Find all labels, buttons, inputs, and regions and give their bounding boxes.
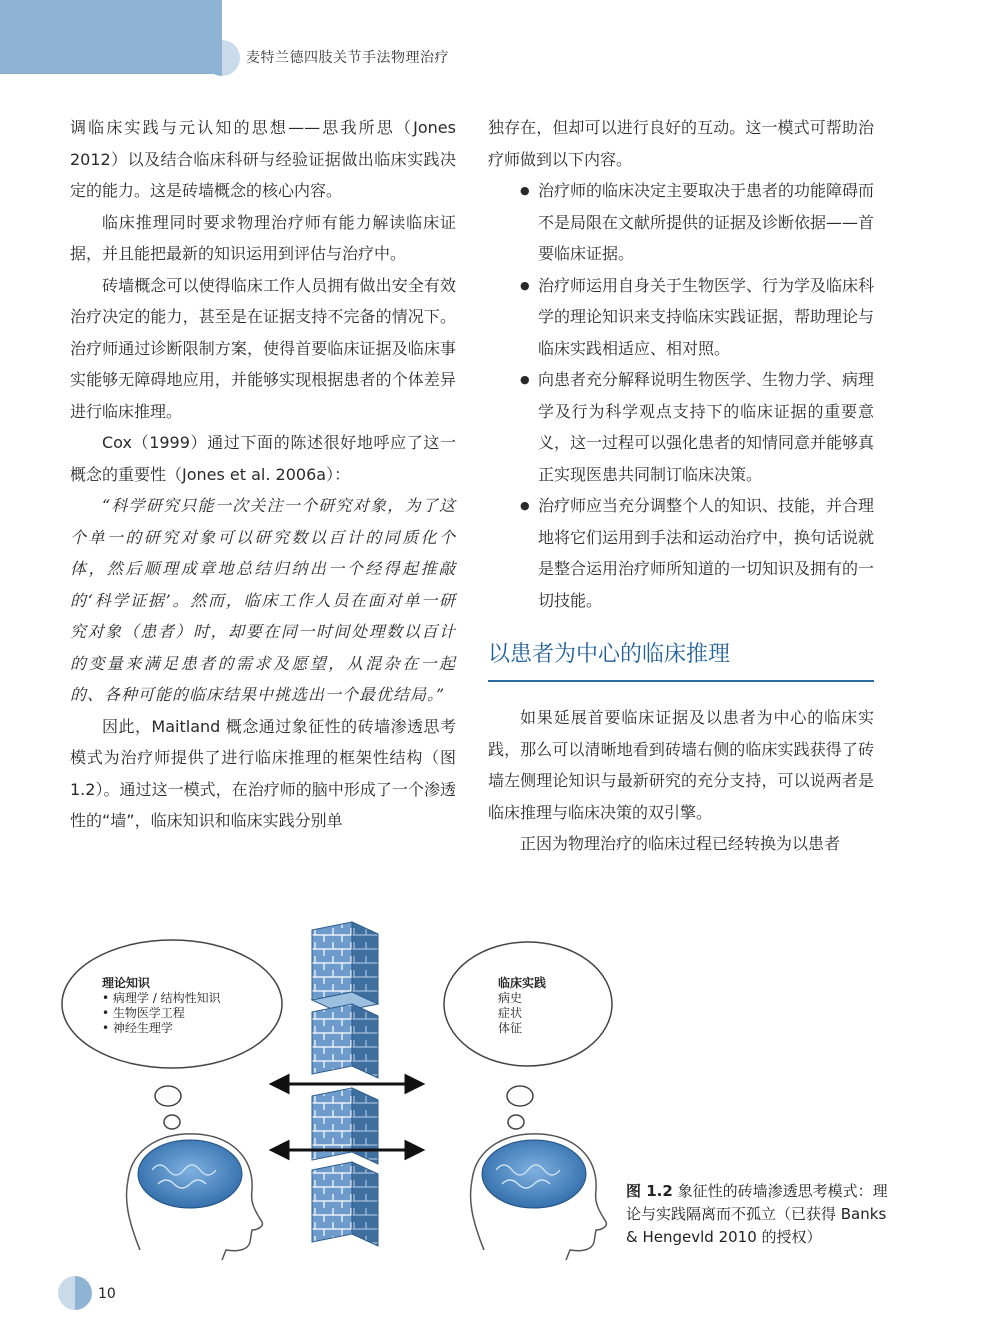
right-head-with-brain — [471, 1134, 607, 1260]
clinical-practice-text — [498, 976, 546, 1036]
right-paragraph-1: 独存在，但却可以进行良好的互动。这一模式可帮助治疗师做到以下内容。 — [488, 118, 874, 169]
right-paragraph-3: 正因为物理治疗的临床过程已经转换为以患者 — [520, 834, 841, 853]
left-paragraph-3: 砖墙概念可以使得临床工作人员拥有做出安全有效治疗决定的能力，甚至是在证据支持不完备的情况下。治疗师通过诊断限制方案，使得首要临床证据及临床事实能够无障碍地应用，并能够实现根据患者的个体差异进行临床推理。 — [70, 275, 456, 421]
left-paragraph-2: 临床推理同时要求物理治疗师有能力解读临床证据，并且能把最新的知识运用到评估与治疗中。 — [70, 212, 456, 263]
left-paragraph-1: 调临床实践与元认知的思想——思我所思（Jones 2012）以及结合临床科研与经验证据做出临床实践决定的能力。这是砖墙概念的核心内容。 — [70, 118, 456, 200]
practice-item: 症状 — [498, 1006, 523, 1020]
running-header-title: 麦特兰德四肢关节手法物理治疗 — [246, 50, 449, 66]
brick-segment — [352, 1088, 378, 1164]
bullet-item: ● 向患者充分解释说明生物医学、生物力学、病理学及行为科学观点支持下的临床证据的重要意义，这一过程可以强化患者的知情同意并能够真正实现医患共同制订临床决策。 — [488, 364, 874, 490]
section-rule — [488, 680, 874, 682]
theory-knowledge-heading: 理论知识 — [102, 976, 151, 990]
figure-caption-text: 象征性的砖墙渗透思考模式：理论与实践隔离而不孤立（已获得 Banks & Hengevld 2010 的授权） — [626, 1182, 888, 1246]
left-paragraph-5: 因此，Maitland 概念通过象征性的砖墙渗透思考模式为治疗师提供了进行临床推理的框架性结构（图 1.2）。通过这一模式，在治疗师的脑中形成了一个渗透性的“墙”，临床知识和临床实践分别单 — [70, 716, 456, 830]
bullet-item: ● 治疗师的临床决定主要取决于患者的功能障碍而不是局限在文献所提供的证据及诊断依据——首要临床证据。 — [488, 175, 874, 270]
bullet-list — [488, 175, 874, 616]
left-bubble-dot — [164, 1115, 180, 1129]
figure-caption — [626, 1180, 896, 1249]
left-paragraph-4: Cox（1999）通过下面的陈述很好地呼应了这一概念的重要性（Jones et al. 2006a）： — [70, 433, 456, 484]
theory-item: • 神经生理学 — [102, 1021, 173, 1035]
page-number: 10 — [98, 1286, 116, 1302]
right-bubble-dot — [507, 1086, 533, 1106]
right-paragraph-2: 如果延展首要临床证据及以患者为中心的临床实践，那么可以清晰地看到砖墙右侧的临床实践获得了砖墙左侧理论知识与最新研究的充分支持，可以说两者是临床推理与临床决策的双引擎。 — [488, 708, 874, 822]
brick-segment — [352, 922, 378, 1004]
brick-segment — [312, 1162, 352, 1242]
brick-segment — [352, 1004, 378, 1078]
theory-item: • 生物医学工程 — [102, 1006, 185, 1020]
section-title: 以患者为中心的临床推理 — [488, 642, 731, 667]
right-text-column — [488, 112, 874, 860]
header-decorative-circle — [204, 40, 240, 76]
header-color-block — [0, 0, 222, 74]
right-brain-icon — [482, 1140, 586, 1208]
practice-item: 体征 — [498, 1021, 523, 1035]
bullet-item: ● 治疗师运用自身关于生物医学、行为学及临床科学的理论知识来支持临床实践证据，帮助理论与临床实践相适应、相对照。 — [488, 270, 874, 365]
right-bubble-dot — [508, 1115, 524, 1129]
brick-segment — [352, 1162, 378, 1246]
brick-segment — [312, 922, 352, 1000]
cox-quote: “科学研究只能一次关注一个研究对象，为了这个单一的研究对象可以研究数以百计的同质化个体，然后顺理成章地总结归纳出一个经得起推敲的‘科学证据’。然而，临床工作人员在面对单一研究对象（患者）时，却要在同一时间处理数以百计的变量来满足患者的需求及愿望，从混杂在一起的、各种可能的临床结果中挑选出一个最优结局。” — [70, 496, 456, 704]
left-bubble-dot — [155, 1086, 181, 1106]
bullet-item: ● 治疗师应当充分调整个人的知识、技能，并合理地将它们运用到手法和运动治疗中，换句话说就是整合运用治疗师所知道的一切知识及拥有的一切技能。 — [488, 490, 874, 616]
left-head-with-brain — [127, 1134, 263, 1260]
theory-item: • 病理学 / 结构性知识 — [102, 991, 221, 1005]
left-text-column — [70, 112, 456, 837]
practice-item: 病史 — [498, 991, 523, 1005]
clinical-practice-heading: 临床实践 — [498, 976, 547, 990]
theory-knowledge-text — [102, 976, 221, 1036]
brick-segment — [312, 1004, 352, 1074]
left-brain-icon — [138, 1140, 242, 1208]
footer-decorative-circle — [58, 1276, 92, 1310]
figure-caption-label: 图 1.2 — [626, 1182, 673, 1200]
